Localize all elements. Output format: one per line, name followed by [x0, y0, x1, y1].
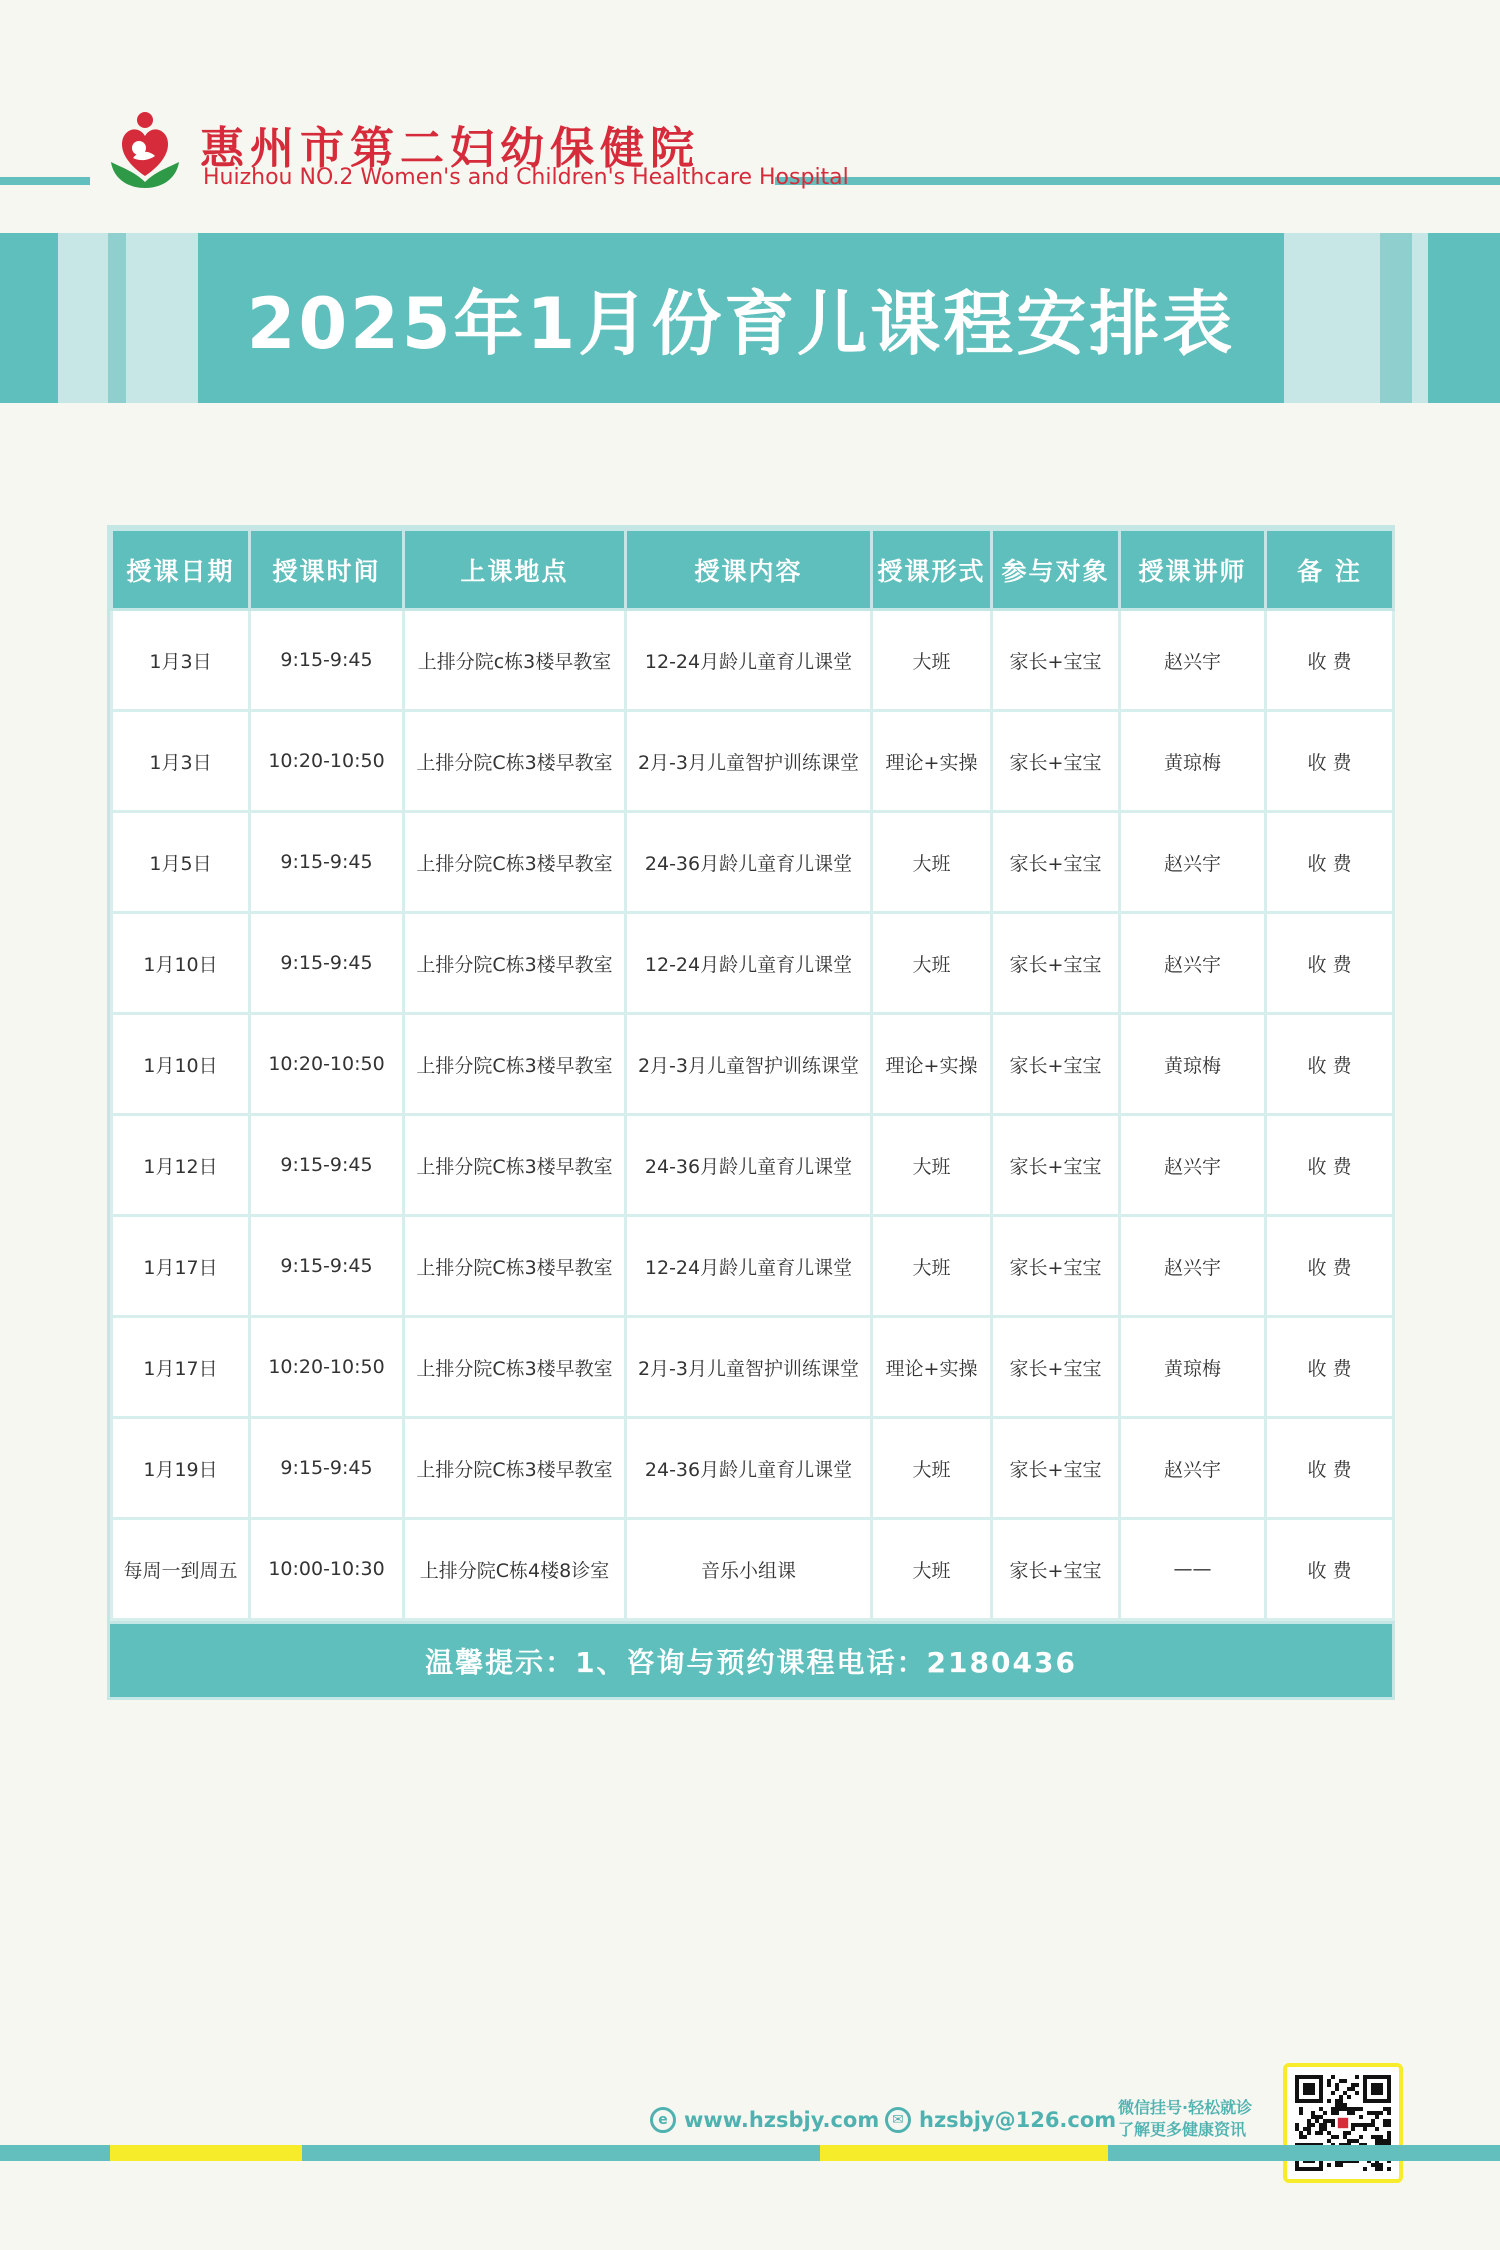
cell-audience: 家长+宝宝 [992, 913, 1120, 1014]
cell-audience: 家长+宝宝 [992, 812, 1120, 913]
wechat-line-1: 微信挂号·轻松就诊 [1118, 2098, 1253, 2117]
email-text: hzsbjy@126.com [919, 2108, 1117, 2132]
cell-time: 9:15-9:45 [250, 1216, 404, 1317]
cell-location: 上排分院C栋3楼早教室 [404, 711, 626, 812]
cell-location: 上排分院C栋3楼早教室 [404, 1317, 626, 1418]
cell-content: 2月-3月儿童智护训练课堂 [626, 1014, 872, 1115]
website-text: www.hzsbjy.com [684, 2108, 880, 2132]
cell-time: 9:15-9:45 [250, 1418, 404, 1519]
wechat-line-2: 了解更多健康资讯 [1118, 2120, 1247, 2139]
table-row [112, 1115, 1394, 1216]
cell-audience: 家长+宝宝 [992, 1317, 1120, 1418]
cell-audience: 家长+宝宝 [992, 610, 1120, 711]
cell-date: 1月19日 [112, 1418, 250, 1519]
title-banner [0, 233, 1500, 403]
cell-content: 12-24月龄儿童育儿课堂 [626, 1216, 872, 1317]
cell-date: 1月3日 [112, 610, 250, 711]
cell-content: 24-36月龄儿童育儿课堂 [626, 1418, 872, 1519]
qr-code[interactable] [1283, 2063, 1403, 2183]
cell-location: 上排分院C栋3楼早教室 [404, 812, 626, 913]
cell-location: 上排分院C栋3楼早教室 [404, 1115, 626, 1216]
table-row [112, 812, 1394, 913]
footer-yellow-segment [820, 2145, 1108, 2161]
col-header-teacher: 授课讲师 [1120, 530, 1266, 610]
cell-time: 9:15-9:45 [250, 1115, 404, 1216]
cell-teacher: 赵兴宇 [1120, 913, 1266, 1014]
cell-remark: 收 费 [1266, 711, 1394, 812]
cell-audience: 家长+宝宝 [992, 1418, 1120, 1519]
footer-yellow-segment [110, 2145, 302, 2161]
cell-format: 理论+实操 [872, 711, 992, 812]
table-row [112, 1317, 1394, 1418]
col-header-audience: 参与对象 [992, 530, 1120, 610]
cell-date: 每周一到周五 [112, 1519, 250, 1620]
cell-teacher: 黄琼梅 [1120, 1014, 1266, 1115]
col-header-remark: 备 注 [1266, 530, 1394, 610]
banner-strip [1412, 233, 1428, 403]
table-row [112, 913, 1394, 1014]
cell-remark: 收 费 [1266, 812, 1394, 913]
banner-main [198, 233, 1284, 403]
cell-format: 理论+实操 [872, 1317, 992, 1418]
col-header-format: 授课形式 [872, 530, 992, 610]
table-row [112, 1216, 1394, 1317]
cell-teacher: 黄琼梅 [1120, 1317, 1266, 1418]
cell-audience: 家长+宝宝 [992, 1014, 1120, 1115]
tip-banner: 温馨提示：1、咨询与预约课程电话：2180436 [110, 1621, 1392, 1697]
banner-strip [58, 233, 108, 403]
cell-content: 12-24月龄儿童育儿课堂 [626, 610, 872, 711]
page-title: 2025年1月份育儿课程安排表 [246, 282, 1236, 365]
cell-teacher: 赵兴宇 [1120, 1115, 1266, 1216]
col-header-location: 上课地点 [404, 530, 626, 610]
cell-format: 大班 [872, 1216, 992, 1317]
cell-time: 10:00-10:30 [250, 1519, 404, 1620]
cell-remark: 收 费 [1266, 1115, 1394, 1216]
cell-content: 12-24月龄儿童育儿课堂 [626, 913, 872, 1014]
banner-strip [0, 233, 58, 403]
cell-time: 9:15-9:45 [250, 812, 404, 913]
banner-strip [108, 233, 126, 403]
cell-date: 1月12日 [112, 1115, 250, 1216]
cell-remark: 收 费 [1266, 610, 1394, 711]
banner-strip [1428, 233, 1500, 403]
mail-icon: ✉ [885, 2107, 911, 2133]
schedule-table [107, 525, 1395, 1700]
hospital-name-english: Huizhou NO.2 Women's and Children's Healthcare Hospital [203, 165, 849, 190]
cell-audience: 家长+宝宝 [992, 1115, 1120, 1216]
col-header-date: 授课日期 [112, 530, 250, 610]
banner-strip [1284, 233, 1380, 403]
banner-strip [1380, 233, 1412, 403]
cell-format: 大班 [872, 1418, 992, 1519]
cell-content: 音乐小组课 [626, 1519, 872, 1620]
cell-remark: 收 费 [1266, 1216, 1394, 1317]
footer-email[interactable] [885, 2107, 1116, 2133]
cell-teacher: 赵兴宇 [1120, 812, 1266, 913]
cell-time: 10:20-10:50 [250, 1014, 404, 1115]
cell-remark: 收 费 [1266, 1317, 1394, 1418]
cell-date: 1月5日 [112, 812, 250, 913]
cell-teacher: 黄琼梅 [1120, 711, 1266, 812]
footer-website[interactable] [650, 2107, 879, 2133]
hospital-logo-icon [105, 110, 185, 195]
header-rule-left [0, 177, 90, 185]
cell-time: 9:15-9:45 [250, 610, 404, 711]
table-row [112, 1519, 1394, 1620]
banner-strip [126, 233, 198, 403]
cell-teacher: 赵兴宇 [1120, 1216, 1266, 1317]
cell-location: 上排分院C栋3楼早教室 [404, 913, 626, 1014]
cell-location: 上排分院C栋4楼8诊室 [404, 1519, 626, 1620]
table-header-row [112, 530, 1394, 610]
wechat-note [1118, 2097, 1252, 2141]
ie-icon: e [650, 2107, 676, 2133]
cell-format: 大班 [872, 1115, 992, 1216]
cell-content: 24-36月龄儿童育儿课堂 [626, 1115, 872, 1216]
cell-time: 10:20-10:50 [250, 1317, 404, 1418]
cell-format: 大班 [872, 812, 992, 913]
cell-format: 大班 [872, 610, 992, 711]
cell-audience: 家长+宝宝 [992, 1519, 1120, 1620]
cell-location: 上排分院C栋3楼早教室 [404, 1216, 626, 1317]
cell-remark: 收 费 [1266, 913, 1394, 1014]
cell-date: 1月10日 [112, 1014, 250, 1115]
table-row [112, 1418, 1394, 1519]
cell-date: 1月10日 [112, 913, 250, 1014]
col-header-time: 授课时间 [250, 530, 404, 610]
cell-remark: 收 费 [1266, 1418, 1394, 1519]
cell-teacher: 赵兴宇 [1120, 610, 1266, 711]
cell-date: 1月17日 [112, 1317, 250, 1418]
cell-audience: 家长+宝宝 [992, 1216, 1120, 1317]
cell-remark: 收 费 [1266, 1519, 1394, 1620]
cell-location: 上排分院C栋3楼早教室 [404, 1014, 626, 1115]
table-row [112, 711, 1394, 812]
col-header-content: 授课内容 [626, 530, 872, 610]
cell-time: 9:15-9:45 [250, 913, 404, 1014]
cell-format: 大班 [872, 1519, 992, 1620]
cell-teacher: 赵兴宇 [1120, 1418, 1266, 1519]
cell-date: 1月17日 [112, 1216, 250, 1317]
cell-format: 大班 [872, 913, 992, 1014]
cell-location: 上排分院C栋3楼早教室 [404, 1418, 626, 1519]
cell-content: 24-36月龄儿童育儿课堂 [626, 812, 872, 913]
table-row [112, 610, 1394, 711]
cell-date: 1月3日 [112, 711, 250, 812]
cell-time: 10:20-10:50 [250, 711, 404, 812]
header-rule-right [775, 177, 1500, 185]
cell-teacher: —— [1120, 1519, 1266, 1620]
cell-format: 理论+实操 [872, 1014, 992, 1115]
cell-content: 2月-3月儿童智护训练课堂 [626, 711, 872, 812]
table-row [112, 1014, 1394, 1115]
cell-audience: 家长+宝宝 [992, 711, 1120, 812]
hospital-name-chinese: 惠州市第二妇幼保健院 [200, 123, 700, 174]
cell-remark: 收 费 [1266, 1014, 1394, 1115]
cell-location: 上排分院c栋3楼早教室 [404, 610, 626, 711]
cell-content: 2月-3月儿童智护训练课堂 [626, 1317, 872, 1418]
